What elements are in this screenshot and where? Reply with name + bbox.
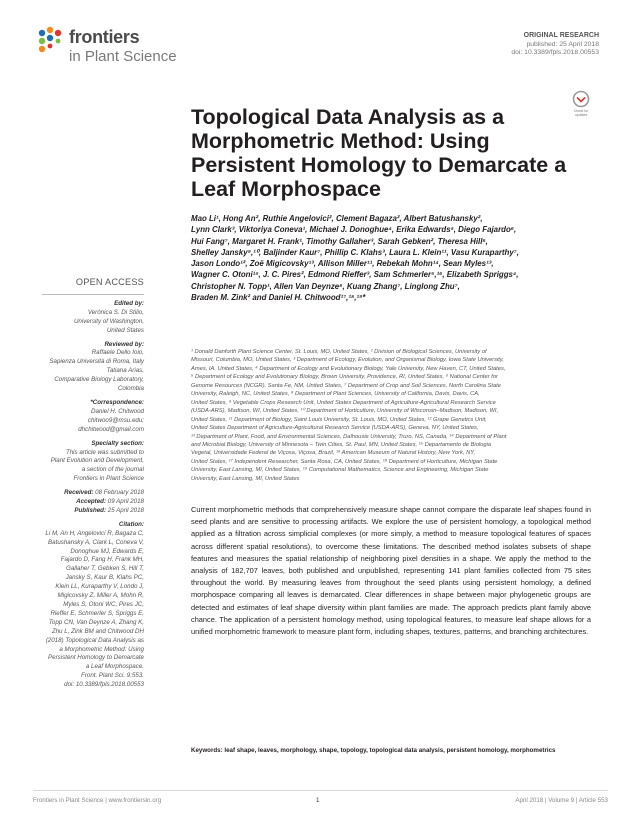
edited-by-heading: Edited by: xyxy=(114,299,144,307)
dates-section xyxy=(42,489,144,516)
author-line: Christopher N. Topp¹, Allen Van Deynze⁸, Kuang Zhang⁷, Linglong Zhu⁷, xyxy=(191,281,460,291)
correspondence-email[interactable]: dhchitwood@gmail.com xyxy=(78,425,144,433)
affiliation-line: United States, ⁹ Vegetable Crops Research Unit, United States Department of Agriculture-Agricultural Research Service xyxy=(191,399,496,406)
affiliation-line: ¹ Donald Danforth Plant Science Center, St. Louis, MO, United States, ² Division of Biological Sciences, University of xyxy=(191,349,487,355)
footer-volume-info: April 2018 | Volume 9 | Article 553 xyxy=(515,797,608,804)
affiliation-line: United States, ¹⁷ Independent Researcher, Santa Rosa, CA, United States, ¹⁸ Department of Horticulture, Michigan State xyxy=(191,458,498,465)
citation-line: a Morphometric Method: Using xyxy=(59,645,144,653)
edited-by-section xyxy=(42,300,144,336)
published-label: Published: xyxy=(74,506,107,514)
specialty-line: Frontiers in Plant Science xyxy=(73,475,144,483)
specialty-section xyxy=(42,440,144,485)
citation-line: Gallaher T, Gebken S, Hill T, xyxy=(66,565,144,573)
author-list xyxy=(191,213,591,303)
specialty-line: a section of the journal xyxy=(81,466,144,474)
published-date: published: 25 April 2018 xyxy=(526,40,599,48)
citation-line: Persistent Homology to Demarcate xyxy=(48,654,144,662)
journal-name: in Plant Science xyxy=(69,48,177,65)
citation-heading: Citation: xyxy=(118,520,144,528)
journal-logo[interactable] xyxy=(33,24,183,74)
article-type: ORIGINAL RESEARCH xyxy=(523,32,599,39)
article-sidebar xyxy=(42,278,144,695)
published-date-sidebar xyxy=(42,507,144,516)
citation-line: a Leaf Morphospace. xyxy=(85,663,144,671)
article-title: Topological Data Analysis as a Morphometric Method: Using Persistent Homology to Demarcate a Leaf Morphospace xyxy=(191,105,567,201)
citation-line: Fajardo D, Fang H, Frank MH, xyxy=(60,556,144,564)
citation-line: Topp CN, Van Deynze A, Zhang K, xyxy=(48,618,144,626)
reviewer-line: Tatiana Arias, xyxy=(106,367,144,375)
citation-line: Donoghue MJ, Edwards E, xyxy=(70,547,144,555)
affiliation-line: ¹³ Department of Plant, Food, and Environmental Sciences, Dalhousie University, Truro, NS, Canada, ¹⁴ Department of Plant xyxy=(191,433,507,440)
editor-line: University of Washington, xyxy=(73,317,144,325)
reviewer-line: Sapienza Università di Roma, Italy xyxy=(49,358,144,366)
citation-line: Batushansky A, Clark L, Coneva V, xyxy=(48,538,144,546)
open-access-label: OPEN ACCESS xyxy=(75,277,144,287)
citation-line: Li M, An H, Angelovici R, Bagaza C, xyxy=(45,529,144,537)
footer-divider xyxy=(33,790,608,791)
affiliation-line: University, East Lansing, MI, United States, ¹⁹ Computational Mathematics, Science and Engineering, Michigan State xyxy=(191,467,489,474)
citation-line: Migicovsky Z, Miller A, Mohn R, xyxy=(57,592,144,600)
affiliation-line: Genome Resources (NCGR), Santa Fe, NM, United States, ⁷ Department of Crop and Soil Sciences, North Carolina State xyxy=(191,382,501,389)
correspondence-section xyxy=(42,399,144,435)
page-number: 1 xyxy=(316,797,320,804)
affiliation-line: Ames, IA, United States, ⁴ Department of Ecology and Evolutionary Biology, Yale University, New Haven, CT, United States, xyxy=(191,365,506,372)
affiliation-line: United States, ¹¹ Department of Biology, Saint Louis University, St. Louis, MO, United States, ¹² Grape Genetics Unit, xyxy=(191,416,487,423)
accepted-date xyxy=(42,498,144,507)
specialty-line: Plant Evolution and Development, xyxy=(50,457,144,465)
citation-line: Rieffer E, Schmerler S, Spriggs E, xyxy=(50,609,144,617)
editor-line: Verónica S. Di Stilio, xyxy=(87,308,144,316)
abstract: Current morphometric methods that comprehensively measure shape cannot compare the disparate leaf shapes found in seed plants and are sensitive to processing artifacts. We explore the use of persistent homology, a topological method applied as a filtration across simplicial complexes (or more simply, a method to measure topological features of spaces across different spatial resolutions), to overcome these limitations. The described method isolates subsets of shape features and measures the spatial relationship of neighboring pixel densities in a shape. We apply the method to the analysis of 182,707 leaves, both published and unpublished, representing 141 plant families collected from 75 sites throughout the world. By measuring leaves from throughout the seed plants using persistent homology, a defined morphospace comparing all leaves is demarcated. Clear differences in shape between major phylogenetic groups are detected and estimates of leaf shape diversity within plant families are made. The approach predicts plant family above chance. The application of a persistent homology method, using topological features, to measure leaf shape allows for a unified morphometric framework to measure plant form, including shapes, textures, patterns, and branching architectures. xyxy=(191,505,591,637)
reviewer-line: Comparative Biology Laboratory, xyxy=(54,376,144,384)
citation-doi[interactable]: doi: 10.3389/fpls.2018.00553 xyxy=(64,681,144,689)
received-value: 08 February 2018 xyxy=(95,489,144,497)
svg-text:Check for: Check for xyxy=(573,109,589,113)
specialty-line: This article was submitted to xyxy=(65,448,144,456)
editor-line: United States xyxy=(106,326,144,334)
affiliation-line: and Microbial Biology, University of Minnesota – Twin Cities, St. Paul, MN, United States, ¹⁵ Departamento de Biologia xyxy=(191,441,492,448)
affiliation-line: Missouri, Columbia, MO, United States, ³ Department of Ecology, Evolution, and Organismal Biology, Iowa State University, xyxy=(191,357,504,364)
reviewed-by-heading: Reviewed by: xyxy=(104,340,144,348)
affiliation-line: United States Department of Agriculture-Agricultural Research Service (USDA-ARS), Geneva, NY, United States, xyxy=(191,425,479,432)
sidebar-divider xyxy=(42,294,144,295)
article-meta xyxy=(511,32,599,58)
citation-line: Klein LL, Kuraparthy V, Londo J, xyxy=(55,583,144,591)
citation-line: Front. Plant Sci. 9:553. xyxy=(81,672,144,680)
published-value: 25 April 2018 xyxy=(107,506,144,514)
received-date xyxy=(42,489,144,498)
affiliations xyxy=(191,348,591,483)
received-label: Received: xyxy=(64,489,94,497)
logo-wordmark: frontiers xyxy=(69,27,140,47)
reviewer-line: Colombia xyxy=(117,385,144,393)
affiliation-line: University, Raleigh, NC, United States, ⁸ Department of Plant Sciences, University of California, Davis, Davis, CA, xyxy=(191,391,480,398)
author-line: Wagner C. Otoni¹⁵, J. C. Pires², Edmond Rieffer³, Sam Schmerler⁵,¹⁶, Elizabeth Spriggs⁴, xyxy=(191,270,519,280)
specialty-heading: Specialty section: xyxy=(91,439,144,447)
reviewer-line: Raffaele Dello Ioio, xyxy=(91,349,144,357)
citation-line: Jansky S, Kaur B, Klahs PC, xyxy=(65,574,144,582)
frontiers-logo-icon xyxy=(33,24,67,58)
accepted-value: 09 April 2018 xyxy=(107,498,144,506)
correspondence-email[interactable]: chitwoo9@msu.edu; xyxy=(87,416,144,424)
citation-line: (2018) Topological Data Analysis as xyxy=(45,636,144,644)
citation-line: Myles S, Otoni WC, Pires JC, xyxy=(63,601,144,608)
author-line: Jason Londo¹², Zoë Migicovsky¹³, Allison Miller¹¹, Rebekah Mohn¹⁴, Sean Myles¹³, xyxy=(191,259,494,269)
article-doi[interactable]: doi: 10.3389/fpls.2018.00553 xyxy=(511,49,599,57)
author-line: Shelley Jansky⁹,¹⁰, Baljinder Kaur⁷, Phillip C. Klahs³, Laura L. Klein¹¹, Vasu Kuraparthy⁷, xyxy=(191,247,519,257)
correspondence-line: Daniel H. Chitwood xyxy=(91,407,144,415)
author-line: Braden M. Zink² and Daniel H. Chitwood¹⁷,¹⁸,¹⁹* xyxy=(191,293,366,303)
affiliation-line: University, East Lansing, MI, United States xyxy=(191,475,300,482)
author-line: Hui Fang⁷, Margaret H. Frank¹, Timothy Gallaher³, Sarah Gebken², Theresa Hill⁸, xyxy=(191,236,488,246)
author-line: Mao Li¹, Hong An², Ruthie Angelovici², Clement Bagaza², Albert Batushansky², xyxy=(191,214,483,223)
affiliation-line: Vegetal, Universidade Federal de Viçosa, Viçosa, Brazil, ¹⁶ American Museum of Natural History, New York, NY, xyxy=(191,450,476,457)
affiliation-line: ⁵ Department of Ecology and Evolutionary Biology, Brown University, Providence, RI, United States, ⁶ National Center for xyxy=(191,374,498,381)
citation-line: Zhu L, Zink BM and Chitwood DH xyxy=(51,627,144,635)
accepted-label: Accepted: xyxy=(76,498,107,506)
correspondence-heading: *Correspondence: xyxy=(90,398,144,406)
reviewed-by-section xyxy=(42,341,144,394)
svg-text:updates: updates xyxy=(574,113,588,117)
keywords: Keywords: leaf shape, leaves, morphology, shape, topology, topological data analysis, persistent homology, morphometrics xyxy=(191,747,556,754)
author-line: Lynn Clark³, Viktoriya Coneva¹, Michael J. Donoghue⁴, Erika Edwards⁵, Diego Fajardo⁶, xyxy=(191,225,517,235)
affiliation-line: (USDA-ARS), Madison, WI, United States, ¹⁰ Department of Horticulture, University of Wisconsin–Madison, Madison, WI, xyxy=(191,408,499,415)
citation-section xyxy=(42,521,144,690)
footer-journal-link[interactable]: Frontiers in Plant Science | www.frontiersin.org xyxy=(33,797,162,804)
